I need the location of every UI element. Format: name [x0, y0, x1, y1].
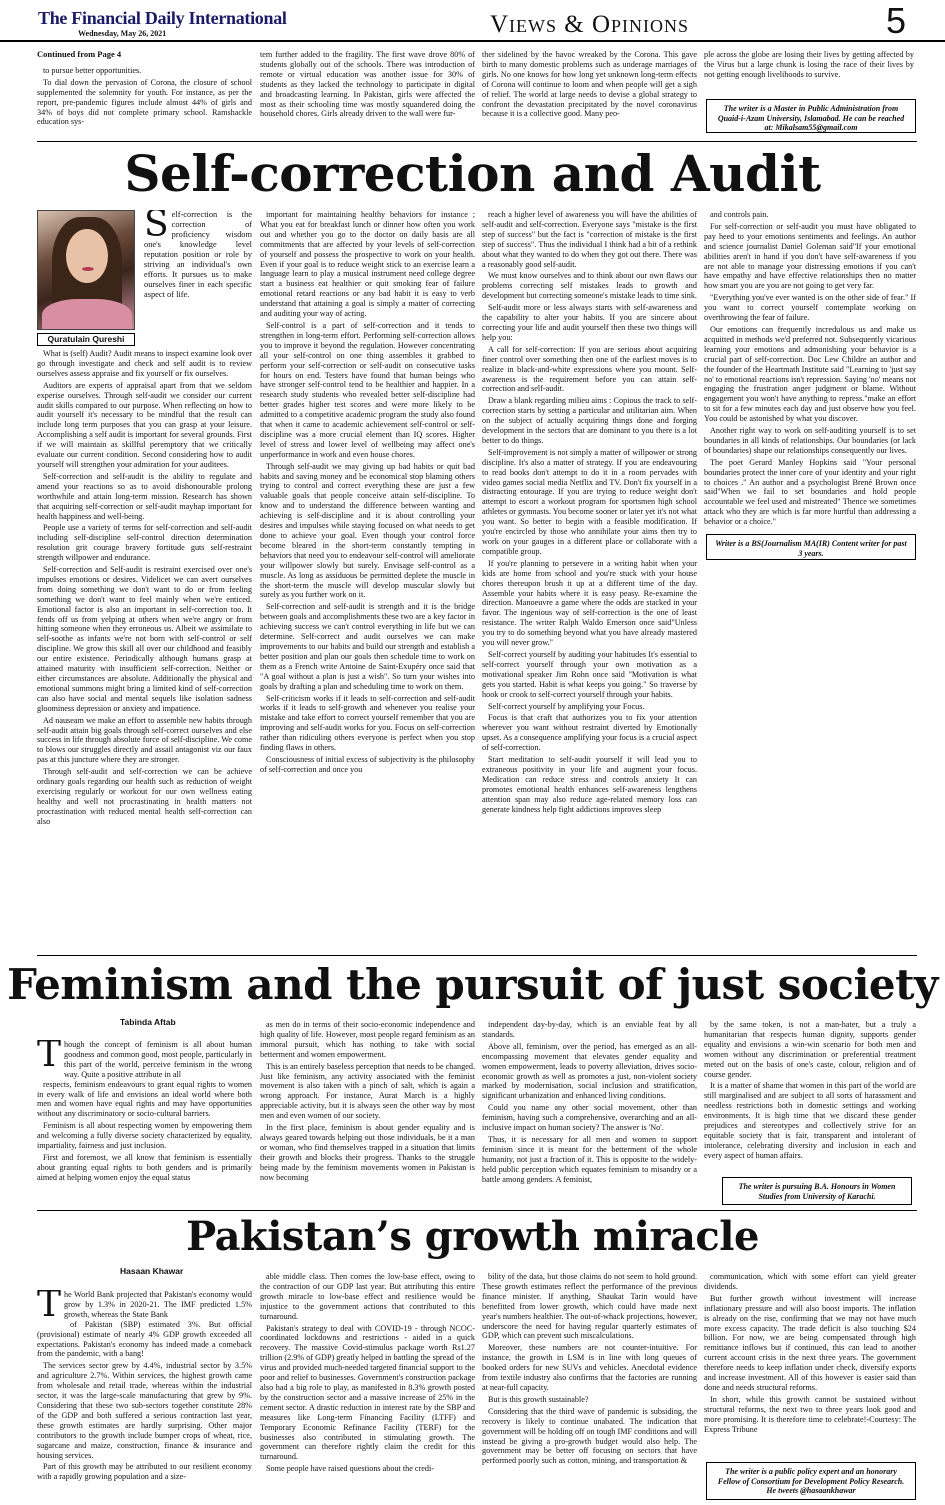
author-caption: Quratulain Qureshi	[37, 333, 135, 346]
author-photo	[37, 210, 135, 330]
paragraph: by the same token, is not a man-hater, but a truly a humanitarian that respects human dignity, supports gender equality and envisions a win-win scenario for both men and women without any discrimination or preferential treatment meted out on the basis of one's caste, colour, religion and of course gender.	[704, 1020, 916, 1079]
paragraph: Ad nauseam we make an effort to assemble new habits through self-audit attain big goals through self-correct ourselves and else success in life through absolute force of self-discipline. We come to blows our struggles directly and assail antagonist viz our faux pas at this juncture where they are stronger.	[37, 715, 252, 765]
paragraph: "Everything you've ever wanted is on the other side of fear." If you want to correct yourself contemplate working on overthrowing the fear of failure.	[704, 293, 916, 323]
paragraph: Self-audit more or less always starts with self-awareness and the capability to alter your habits. If you are sincere about correcting your life and audit yourself then these two things will help you:	[482, 303, 697, 342]
article3-column-2	[260, 1272, 475, 1502]
paragraph: But is this growth sustainable?	[488, 1394, 589, 1404]
paragraph: to pursue better opportunities.	[43, 65, 142, 75]
paragraph: Self-criticism works if it leads to self-correction and self-audit works if it leads to self-growth and whenever you realise your mistake and take effort to correct yourself remember that you are improving and self-audit works for you. Focus on self-correction rather than ridiculing others everyone is perfect when you stop finding flaws in others.	[260, 693, 475, 753]
paragraph: independent day-by-day, which is an enviable feat by all standards.	[482, 1020, 697, 1039]
paragraph: But further growth without investment will increase inflationary pressure and will also boost imports. The inflation is already on the rise, confirming that we may not have much more excess capacity. The trade deficit is also touching $24 billion. For now, we are being compensated through high remittance inflows but if continued, this can lead to another current account crisis in the next three years. The government therefore needs to keep inflation under check, diversify exports and increase investment. All of this however is easier said than done and needs structural reforms.	[704, 1293, 916, 1392]
top-column-1	[37, 50, 252, 138]
paragraph: Considering that the third wave of pandemic is subsiding, the recovery is likely to continue unabated. The indication that government will be holding off on tough IMF conditions and will instead be giving a pro-growth budget would also help. The government may be better off focusing on sectors that have performed poorly such as cotton, mining, and transportation &	[482, 1406, 697, 1466]
paragraph: Through self-audit we may giving up bad habits or quit bad habits and saving money and be economical stop blaming others trying to control and correct everything these are just a few valuable goals that people conceive attain self-discipline. To know and to understand the difference between wanting and achieving is self-discipline and it is about controlling your desires and impulses while staying focused on what needs to get done to achieve your goal. Even though your control force become bleared in the short-term constantly tempting in behaviors that need you to endeavour self-control will ameliorate your willpower slowly but surely. Envisage self-control as a muscle. As long as assiduous be permitted deplete the muscle in the short-term the muscle will develop muscular slowly but surely as you further work on it.	[260, 461, 475, 600]
paragraph: This is an entirely baseless perception that needs to be changed. Just like feminism, any activity associated with the feminist movement is also taken with a pinch of salt, which is again a wrong approach. For instance, Aurat March is a highly appreciable activity, but it is always seen the other way by most men and even women of our society.	[260, 1061, 475, 1121]
paragraph: Self-correction and Self-audit is restraint exercised over one's impulses emotions or desires. Videlicet we can avert ourselves from doing something we don't want to do or from feeling something we don't want to feel mainly when we're enticed. Emotional factor is also an important in self-correction too. It fends off us from yelping at others when we're angry or from hitting someone when they erroneous us. Albeit we assimilate to self-soothe as infants we're not born with self-control or self discipline. We grow this skill all over our childhood and feasibly our entire existence. Periodically although humans grasp at attained maturity with insufficient self-correction. Neither or either circumstances are absolute. Additionally the physical and emotional summons might bring a limited kind of self-correction can also have social and mental sequels like isolation sadness gloominess depression or anxiety and impatience.	[37, 565, 252, 713]
paragraph: Some people have raised questions about the credi-	[266, 1464, 435, 1474]
paragraph: To dial down the pervasion of Corona, the closure of school supplemented the solemnity for youth. For instance, as per the report, pre-pandemic figures include almost 44% of girls and 34% of boys did not complete primary school. Ramshackle education sys-	[37, 77, 252, 127]
paragraph: Focus is that craft that authorizes you to fix your attention wherever you want without restraint diverted by Emotionally upset. As a consequence amplifying your focus is a crucial aspect of self-correction.	[482, 713, 697, 753]
paragraph: The poet Gerard Manley Hopkins said "Your personal boundaries protect the inner core of your identity and your right to choices ." An author and a psychologist Brené Brown once said"When we fail to set boundaries and hold people accountable we feel used and mistreated" Thence we sometimes attack who they are which is far more hurtful than addressing a behavior or a choice."	[704, 457, 916, 527]
top-c1-body	[37, 66, 252, 127]
paragraph: Part of this growth may be attributed to our resilient economy with a rapidly growing population and a size-	[37, 1462, 252, 1482]
paragraph: important for maintaining healthy behaviors for instance ; What you eat for breakfast lunch or dinner how often you work out and whether you go to the doctor on daily basis are all commitments that are affected by your levels of self-correction of yourself and possess the prospective to work on your health. Even if your goal is to reduce weight stick to an exercise learn a language learn to play a musical instrument need college degree start a business eat healthier or quit smoking fear of failure emotional retard reactions or any bad habit it is easy to verb understand that attaining a goal is simply a matter of correcting and auditing your way of acting.	[260, 210, 475, 319]
section-title: Views & Opinions	[490, 11, 690, 38]
divider	[37, 1210, 917, 1211]
article1-column-4	[704, 210, 916, 528]
paragraph: Moreover, these numbers are not counter-intuitive. For instance, the growth in LSM is in line with long queues of booked orders for new SUVs and vehicles. Anecdotal evidence from textile industry also confirms that the factories are running at near-full capacity.	[482, 1343, 697, 1392]
top-c4-text: ple across the globe are losing their lives by getting affected by the Virus but a large chunk is losing the race of their lives by not getting enough livelihoods to survive.	[704, 50, 914, 79]
paragraph: We must know ourselves and to think about our own flaws our problems correcting self mistakes leads to growth and development but correcting someone's mistake leads to time sink.	[482, 271, 697, 301]
article3-headline: Pakistan’s growth miracle	[186, 1213, 759, 1260]
intro-text: elf-correction is the correction of proficiency wisdom one's knowledge level reputation position or role by striving an individual's own efforts. It pursues us to make ourselves finer in each specific aspect of life.	[144, 210, 252, 299]
article3-writer-box: The writer is a public policy expert and an honorary Fellow of Consortium for Development Policy Research. He tweets @hasaankhawar	[706, 1462, 916, 1500]
article3-column-1	[37, 1290, 252, 1502]
article2-author: Tabinda Aftab	[120, 1017, 176, 1027]
paragraph: able middle class. Then comes the low-base effect, owing to the contraction of our GDP last year. But attributing this entire growth miracle to low-base effect and resilience would be injustice to the government actions that contributed to this turnaround.	[260, 1272, 475, 1321]
article2-c1-body	[37, 1080, 252, 1183]
top-writer-box: The writer is a Master in Public Administration from Quaid-i-Azam University, Islamabad. He can be reached at: Mikalsam55@gmail.com	[706, 99, 916, 133]
top-column-4	[704, 50, 914, 94]
article2-writer-box: The writer is pursuing B.A. Honours in Women Studies from University of Karachi.	[722, 1177, 912, 1205]
article2-column-1	[37, 1040, 252, 1206]
top-column-3	[482, 50, 697, 138]
page-number: 5	[886, 0, 907, 41]
top-column-2	[260, 50, 475, 138]
paragraph: reach a higher level of awareness you will have the abilities of self-audit and self-correction. Everyone says "mistake is the first step of success" but the fact is "correction of mistake is the first step of success". Thus the individual I think had a bit of a rethink about what they wanted to do when they got out there. There was a reasonably good self-audit.	[482, 210, 697, 269]
continued-label: Continued from Page 4	[37, 50, 122, 59]
article3-c1-body	[37, 1320, 252, 1483]
paragraph: It is a matter of shame that women in this part of the world are still marginalised and are subject to all sorts of harassment and needless restrictions both in domestic settings and working environments. It is high time that we discard these gender prejudices and stereotypes and collectively strive for an equitable society that is fair, transparent and intolerant of intolerance, celebrating diversity and inclusion in each and every aspect of human affairs.	[704, 1081, 916, 1160]
drop-cap: S	[144, 210, 169, 245]
paragraph: A call for self-correction: If you are serious about acquiring finer control over something then one of the earliest moves is to realize in black-and-white expressions where you mount. Self-awareness is the requirement before you can attain self-correction and self-audit.	[482, 344, 697, 394]
paragraph: What is (self) Audit? Audit means to inspect examine look over go through investigate and check and self audit is to review ourselves assess appraise and fix yourself or fix ourselves.	[37, 349, 252, 378]
article1-column-3	[482, 210, 697, 950]
article1-column-1	[37, 349, 252, 950]
top-c3-text: ther sidelined by the havoc wreaked by the Corona. This gave birth to many domestic problems such as underage marriages of girls. No one knows for how long yet unknown long-term effects of Corona will continue to loom and when people will get a sigh of relief. The world at large needs to devise a global strategy to confront the devastation precipitated by the novel coronavirus because it is a collective good. Many peo-	[482, 50, 697, 119]
paragraph: In the first place, feminism is about gender equality and is always geared towards helping out those individuals, be it a man or woman, who find themselves trapped in a situation that limits their growth and blocks their progress. Thanks to the struggle being made by the feminism movements women in Pakistan is now becoming	[260, 1123, 475, 1182]
article3-column-3	[482, 1272, 697, 1502]
paragraph: Could you name any other social movement, other than feminism, having such a comprehensive, overarching and an all-inclusive impact on human society? The answer is 'No'.	[482, 1103, 697, 1133]
paragraph: Above all, feminism, over the period, has emerged as an all-encompassing movement that elevates gender equality and women empowerment, leads to poverty alleviation, drives socio-economic growth as well as promotes a just, non-violent society marked by modernisation, social inclusion and stratification, significant urbanization and enhanced living conditions.	[482, 1041, 697, 1101]
article1-intro	[144, 210, 252, 346]
paragraph: Our emotions can frequently incredulous us and make us acquitted in methods we'd preferred not. Subsequently vicarious learning your emotions and admonishing your behavior is a crucial part of self-correction. Doc Lew Childre an author and the founder of the Heartmath Institute said "Learning to 'just say no' to emotional reactions isn't repression. Saying 'no' means not engaging the frustration anger judgment or blame. Without engagement you won't have anything to repress."make an effort to sit for a few minutes each day and just observe how you feel. You could be astonished by what you discover.	[704, 324, 916, 424]
top-c2-text: tem further added to the fragility. The first wave drove 80% of students globally out of the schools. There was introduction of remote or virtual education was another issue for 30% of students as they lacked the technology to participate in digital and broadcasting learning. In Pakistan, girls were affected the most as their schooling time was mostly squandered doing the household chores. Girls already driven to the wall were fur-	[260, 50, 475, 119]
paragraph: Thus, it is necessary for all men and women to support feminism since it is meant for the betterment of the whole humanity, not just a fraction of it. This is opposite to the widely-held public perception which equates feminism to misandry or a battle among genders. A feminist,	[482, 1134, 697, 1184]
paragraph: Self-correction and self-audit is the ability to regulate and amend your reactions so as to avoid dishonourable prolong worthwhile and attain long-term mission. Research has shown that acquiring self-correction or self-audit mayhap important for health happiness and well-being.	[37, 471, 252, 521]
drop-cap: T	[37, 1040, 62, 1075]
article2-headline: Feminism and the pursuit of just society	[7, 960, 938, 1009]
paragraph: as men do in terms of their socio-economic independence and high quality of life. However, most people regard feminism as an immoral pursuit, which has nothing to take with social betterment and women empowerment.	[260, 1020, 475, 1059]
masthead: The Financial Daily International	[38, 8, 287, 28]
paragraph: Feminism is all about respecting women by empowering them and welcoming a fully diverse society characterized by equality, impartiality, fairness and just inclusion.	[37, 1121, 252, 1151]
intro-text: hough the concept of feminism is all about human goodness and common good, most people, particularly in this part of the world, perceive feminism in the wrong way. Quite a positive attribute in all	[64, 1040, 252, 1079]
article1-headline: Self-correction and Audit	[124, 144, 821, 203]
paragraph: Through self-audit and self-correction we can be achieve ordinary goals regarding our health such as reduction of weight exercising regularly or workout for our own wellness eating healthy and well not procrastinating in health matters not procrastination with reduced mental health self-correction can also	[37, 767, 252, 826]
article1-column-2	[260, 210, 475, 950]
paragraph: Start meditation to self-audit yourself it will lead you to extraneous positivity in your life and augment your focus. Medication can reduce stress and controls anxiety It can promotes emotional health enhances self-awareness lengthens attention span may also reduce age-related memory loss can generate kindness help fight addictions improves sleep	[482, 755, 697, 814]
article2-column-4	[704, 1020, 916, 1172]
article1-writer-box: Writer is a BS(Journalism MA(IR) Content writer for past 3 years.	[706, 534, 916, 560]
page-header	[0, 0, 945, 42]
article2-column-2	[260, 1020, 475, 1206]
paragraph: Draw a blank regarding milieu aims : Copious the track to self-correction starts by setting a particular and utilitarian aim. When on the subject of actually acquiring things done and forging development in the sectors that are dominant to you there is a lot better to do things.	[482, 396, 697, 445]
paragraph: Self-correct yourself by auditing your habitudes It's essential to self-correct yourself through your own motivation as a motivational speaker Jim Rohn once said "Motivation is what gets you started. Habit is what keeps you going." So traverse by hook or crook to self-correct yourself through your habits.	[482, 649, 697, 699]
drop-cap: T	[37, 1290, 62, 1325]
divider	[37, 955, 917, 956]
paragraph: respects, feminism endeavours to grant equal rights to women in every walk of life and envisions an ideal world where both men and women have equal rights and may have opportunities without any discriminatory or socio-cultural barriers.	[37, 1079, 252, 1119]
issue-date: Wednesday, May 26, 2021	[78, 29, 167, 38]
paragraph: In short, while this growth cannot be sustained without structural reforms, the next two to three years look good and more promising. It is therefore time to celebrate!-Courtesy: The Express Tribune	[704, 1394, 916, 1434]
paragraph: bility of the data, but those claims do not seem to hold ground. These growth estimates reflect the performance of the previous finance minister. If anything, Shaukat Tarin would have benefitted from lower growth, which could have made next year's numbers healthier. The out-of-whack projections, however, underscore the need for having regular quarterly estimates of GDP, which can prevent such miscalculations.	[482, 1272, 697, 1341]
divider	[37, 141, 917, 142]
paragraph: Self-control is a part of self-correction and it tends to strengthen in long-term effort. Performing self-correction allows you to improve it beyond the regulation. However concentrating all your self-control on one thing assembles it grabbed to perform your self-correction or self-audit on consecutive tasks for hours on end. Testers have found that human beings who have stronger self-control tend to be healthier and happier. In a research study students who revealed better self-discipline had better grades higher test scores and were more likely to be admitted to a competitive academic program the study also found that when it came to academic achievement self-control or self-discipline was a more crucial element than IQ scores. Higher level of stress and lower level of wellbeing may affect one's unperformance in work and even house chores.	[260, 320, 475, 459]
paragraph: Auditors are experts of appraisal apart from that we seldom experise ourselves. Through self-audit we consider our current audit skills compared to our purpose. When reflecting on how to audit yourself it's necessary to be mindful that the result can include long term purposes that you can grasp at your leisure. Accomplishing a self audit is important for several grounds. First if we will maintain as skillful peremptory that we critically evaluate our current condition. Second considering how to audit yourself will strengthen your admiration for your auditees.	[37, 380, 252, 469]
paragraph: Self-correction and self-audit is strength and it is the bridge between goals and accomplishments these two are a key factor in achieving success we can't control everything in life but we can determine. Self-correct and audit ourselves we can make improvements to our habits and build our strength and establish a better position and plan our goals then schedule time to work on them as a French write Antoine de Saint-Exupéry once said that "A goal without a plan is just a wish". So turn your wishes into goals by drafting a plan and scheduling time to work on them.	[260, 602, 475, 691]
paragraph: If you're planning to persevere in a writing habit when your kids are home from school and you're stuck with your house chores thereupon brush it up at a different time of the day. Assemble your habits where it is easy peasy. Re-examine the direction. Manoeuvre a game where the odds are stacked in your favor. The ingenious way of self-correction is the one of least resistance. The writer Ralph Waldo Emerson once said"Unless you try to do something beyond what you have already mastered you will never grow."	[482, 558, 697, 648]
article3-column-4	[704, 1272, 916, 1458]
intro-text: he World Bank projected that Pakistan's economy would grow by 1.3% in 2020-21. The IMF predicted 1.5% growth, whereas the State Bank	[64, 1290, 252, 1319]
paragraph: Pakistan's strategy to deal with COVID-19 - through NCOC-coordinated lockdowns and restrictions - aided in a quick recovery. The massive Covid-stimulus package worth Rs1.27 trillion (2.9% of GDP) greatly helped in battling the spread of the virus and provided much-needed targeted financial support to the poor and relief to businesses. Government's construction package also had a big role to play, as manifested in 8.3% growth posted by the construction sector and a massive increase of 25% in the cement sector. A drastic reduction in interest rate by the SBP and measures like Long-term Financing Facility (LTFF) and Temporary Economic Refinance Facility (TERF) for the businesses also contributed in stimulating growth. The government can therefore rightly claim the credit for this turnaround.	[260, 1323, 475, 1462]
paragraph: communication, which with some effort can yield greater dividends.	[704, 1272, 916, 1291]
paragraph: Self-correct yourself by amplifying your Focus.	[488, 701, 645, 711]
article3-author: Hasaan Khawar	[120, 1266, 184, 1276]
paragraph: The services sector grew by 4.4%, industrial sector by 3.5% and agriculture 2.7%. Within services, the highest growth came from wholesale and retail trade, whereas within the industrial sector, it was the large-scale manufacturing that grew by 9%. Considering that these two sub-sectors together constitute 28% of the GDP and both suffered a serious contraction last year, these growth estimates are hardly surprising. Other major contributors to the growth include bumper crops of wheat, rice, sugarcane and maize, construction, finance & insurance and housing services.	[37, 1361, 252, 1460]
article2-column-3	[482, 1020, 697, 1206]
paragraph: Consciousness of initial excess of subjectivity is the philosophy of self-correction and once you	[260, 754, 475, 774]
paragraph: and controls pain.	[710, 210, 769, 219]
paragraph: Self-improvement is not simply a matter of willpower or strong discipline. It's also a matter of strategy. If you are endeavouring to read books don't attempt to do it in a room pervades with video games social media Netflix and TV. Don't fix yourself in a distracting entourage. If you are trying to reduce weight don't attempt to escort a workout program for sportsmen high school athletes or gymnasts. You become sooner or later yet it's not what you want. So better to begin with a feasible modification. If you're encircled by those who annihilate your aims then try to work on your gauges in a different place or collaborate with a compatible group.	[482, 447, 697, 556]
paragraph: People use a variety of terms for self-correction and self-audit including self-discipline self-control direction determination resolution grit courage bravery fortitude guts self-restraint strength willpower and endurance.	[37, 523, 252, 563]
paragraph: of Pakistan (SBP) estimated 3%. But official (provisional) estimate of nearly 4% GDP growth exceeded all expectations. Pakistan's economy has indeed made a comeback from the pandemic, with a bang!	[37, 1319, 252, 1359]
paragraph: Another right way to work on self-auditing yourself is to set boundaries in all kinds of relationships. Our boundaries (or lack of boundaries) shape our relationships consequently our lives.	[704, 426, 916, 455]
paragraph: First and foremost, we all know that feminism is essentially about granting equal rights to both genders and is primarily aimed at helping women enjoy the equal status	[37, 1152, 252, 1182]
paragraph: For self-correction or self-audit you must have obligated to pay heed to your emotions sentiments and feelings. An author and science journalist Daniel Goleman said"If your emotional abilities aren't in hand if you don't have self-awareness if you are not able to manage your distressing emotions if you can't have empathy and have effective relationships then no matter how smart you are you are not going to get very far.	[704, 221, 916, 291]
